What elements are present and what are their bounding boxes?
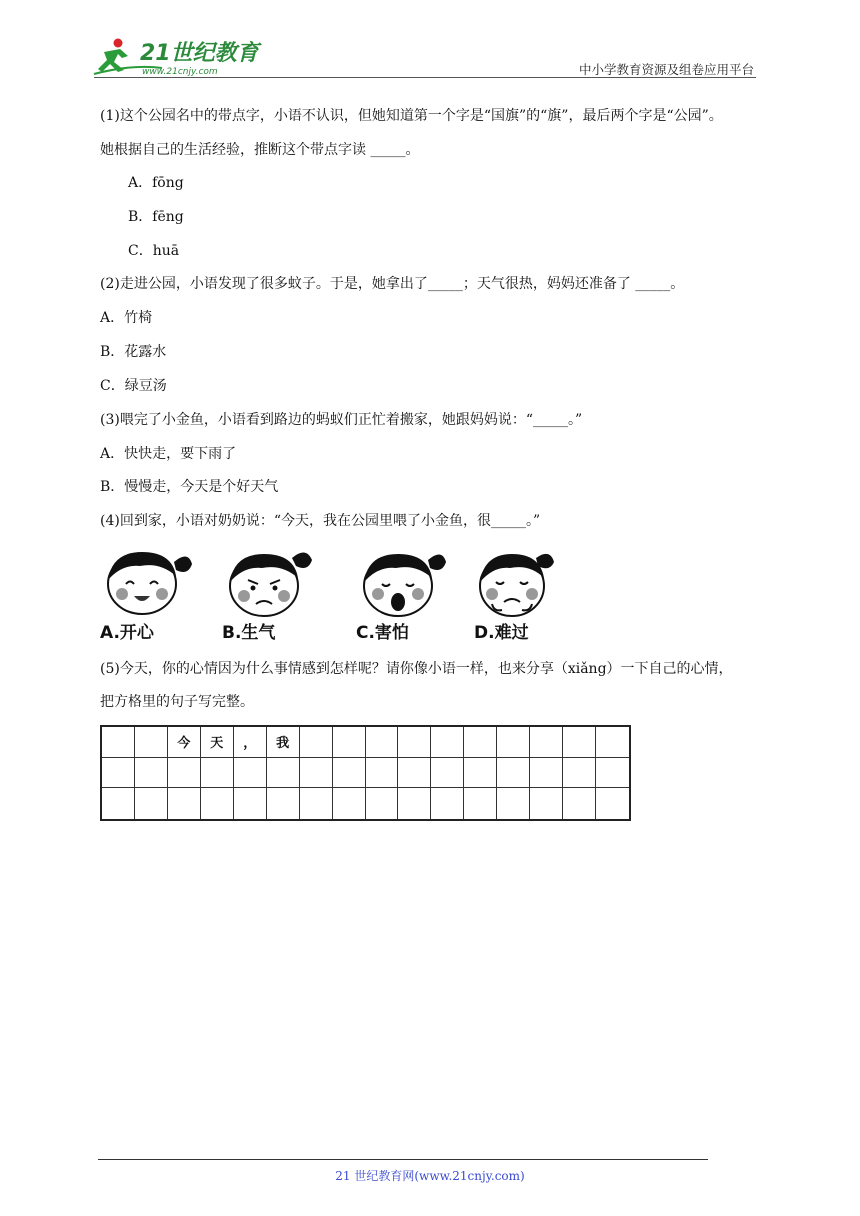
q3-option-a[interactable]: A．快快走，要下雨了 xyxy=(100,446,237,462)
q1-stem-line1: (1)这个公园名中的带点字，小语不认识，但她知道第一个字是“国旗”的“旗”，最后两个字是“公园”。 xyxy=(100,108,723,124)
grid-cell[interactable] xyxy=(333,758,366,789)
grid-cell[interactable] xyxy=(267,758,300,789)
grid-cell[interactable] xyxy=(530,758,563,789)
grid-cell[interactable] xyxy=(168,788,201,819)
face-label-angry: B.生气 xyxy=(222,623,276,643)
q2-option-b[interactable]: B．花露水 xyxy=(100,344,167,360)
grid-cell[interactable] xyxy=(464,788,497,819)
grid-cell[interactable] xyxy=(563,788,596,819)
grid-cell[interactable] xyxy=(398,758,431,789)
grid-cell[interactable] xyxy=(201,788,234,819)
runner-logo-icon xyxy=(92,34,262,78)
footer-divider xyxy=(98,1159,708,1160)
grid-cell[interactable] xyxy=(300,758,333,789)
grid-cell[interactable] xyxy=(135,788,168,819)
face-label-scared: C.害怕 xyxy=(356,623,409,643)
grid-cell[interactable]: 我 xyxy=(267,727,300,758)
q5-stem-line1: (5)今天，你的心情因为什么事情感到怎样呢？请你像小语一样，也来分享（xiǎng）一下自己的心情， xyxy=(100,661,733,677)
sad-face-icon xyxy=(474,546,584,620)
grid-cell[interactable] xyxy=(398,727,431,758)
grid-cell[interactable] xyxy=(234,758,267,789)
grid-cell[interactable] xyxy=(464,758,497,789)
grid-cell[interactable] xyxy=(563,727,596,758)
header-platform-text: 中小学教育资源及组卷应用平台 xyxy=(578,62,754,77)
grid-cell[interactable] xyxy=(102,727,135,758)
grid-cell[interactable] xyxy=(300,788,333,819)
grid-cell[interactable] xyxy=(563,758,596,789)
q2-option-c[interactable]: C．绿豆汤 xyxy=(100,378,167,394)
writing-grid[interactable] xyxy=(100,725,631,821)
site-logo xyxy=(92,34,262,78)
grid-cell[interactable] xyxy=(102,758,135,789)
q1-option-a[interactable]: A．fōng xyxy=(128,175,184,191)
grid-cell[interactable] xyxy=(530,788,563,819)
grid-cell[interactable] xyxy=(333,788,366,819)
grid-cell[interactable] xyxy=(135,727,168,758)
grid-cell[interactable] xyxy=(596,788,629,819)
face-option-angry[interactable] xyxy=(222,546,332,642)
q1-stem-line2: 她根据自己的生活经验，推断这个带点字读 _____。 xyxy=(100,142,420,158)
grid-cell[interactable] xyxy=(431,727,464,758)
grid-cell[interactable] xyxy=(497,788,530,819)
q5-stem-line2: 把方格里的句子写完整。 xyxy=(100,694,254,710)
grid-cell[interactable] xyxy=(366,788,399,819)
q1-option-b[interactable]: B．fēng xyxy=(128,209,184,225)
grid-cell[interactable] xyxy=(497,758,530,789)
grid-cell[interactable] xyxy=(596,758,629,789)
grid-cell[interactable] xyxy=(398,788,431,819)
grid-cell[interactable] xyxy=(464,727,497,758)
grid-cell[interactable] xyxy=(596,727,629,758)
face-option-happy[interactable] xyxy=(100,546,210,642)
grid-cell[interactable] xyxy=(497,727,530,758)
grid-cell[interactable] xyxy=(168,758,201,789)
grid-cell[interactable] xyxy=(530,727,563,758)
angry-face-icon xyxy=(222,546,332,620)
logo-url: www.21cnjy.com xyxy=(142,67,218,77)
grid-cell[interactable] xyxy=(234,788,267,819)
footer-source-text: 21 世纪教育网(www.21cnjy.com) xyxy=(335,1169,525,1183)
q4-stem: (4)回到家，小语对奶奶说：“今天，我在公园里喂了小金鱼，很_____。” xyxy=(100,513,541,529)
grid-cell[interactable]: 今 xyxy=(168,727,201,758)
q3-option-b[interactable]: B．慢慢走，今天是个好天气 xyxy=(100,479,279,495)
grid-cell[interactable]: ， xyxy=(234,727,267,758)
header-divider xyxy=(94,77,756,78)
grid-cell[interactable] xyxy=(366,758,399,789)
q2-option-a[interactable]: A．竹椅 xyxy=(100,310,153,326)
face-label-happy: A.开心 xyxy=(100,623,154,643)
q3-stem: (3)喂完了小金鱼，小语看到路边的蚂蚁们正忙着搬家，她跟妈妈说：“_____。” xyxy=(100,412,583,428)
grid-cell[interactable] xyxy=(135,758,168,789)
happy-face-icon xyxy=(100,546,210,620)
grid-cell[interactable] xyxy=(102,788,135,819)
q1-option-c[interactable]: C．huā xyxy=(128,243,180,259)
face-option-scared[interactable] xyxy=(356,546,466,642)
grid-cell[interactable] xyxy=(366,727,399,758)
grid-cell[interactable] xyxy=(333,727,366,758)
grid-cell[interactable] xyxy=(201,758,234,789)
q2-stem: (2)走进公园，小语发现了很多蚊子。于是，她拿出了_____；天气很热，妈妈还准备了 _____。 xyxy=(100,276,685,292)
logo-text: 21世纪教育 xyxy=(140,41,259,66)
grid-cell[interactable] xyxy=(431,758,464,789)
face-label-sad: D.难过 xyxy=(474,623,529,643)
grid-cell[interactable] xyxy=(300,727,333,758)
face-option-sad[interactable] xyxy=(474,546,584,642)
grid-cell[interactable] xyxy=(431,788,464,819)
grid-cell[interactable]: 天 xyxy=(201,727,234,758)
scared-face-icon xyxy=(356,546,466,620)
grid-cell[interactable] xyxy=(267,788,300,819)
